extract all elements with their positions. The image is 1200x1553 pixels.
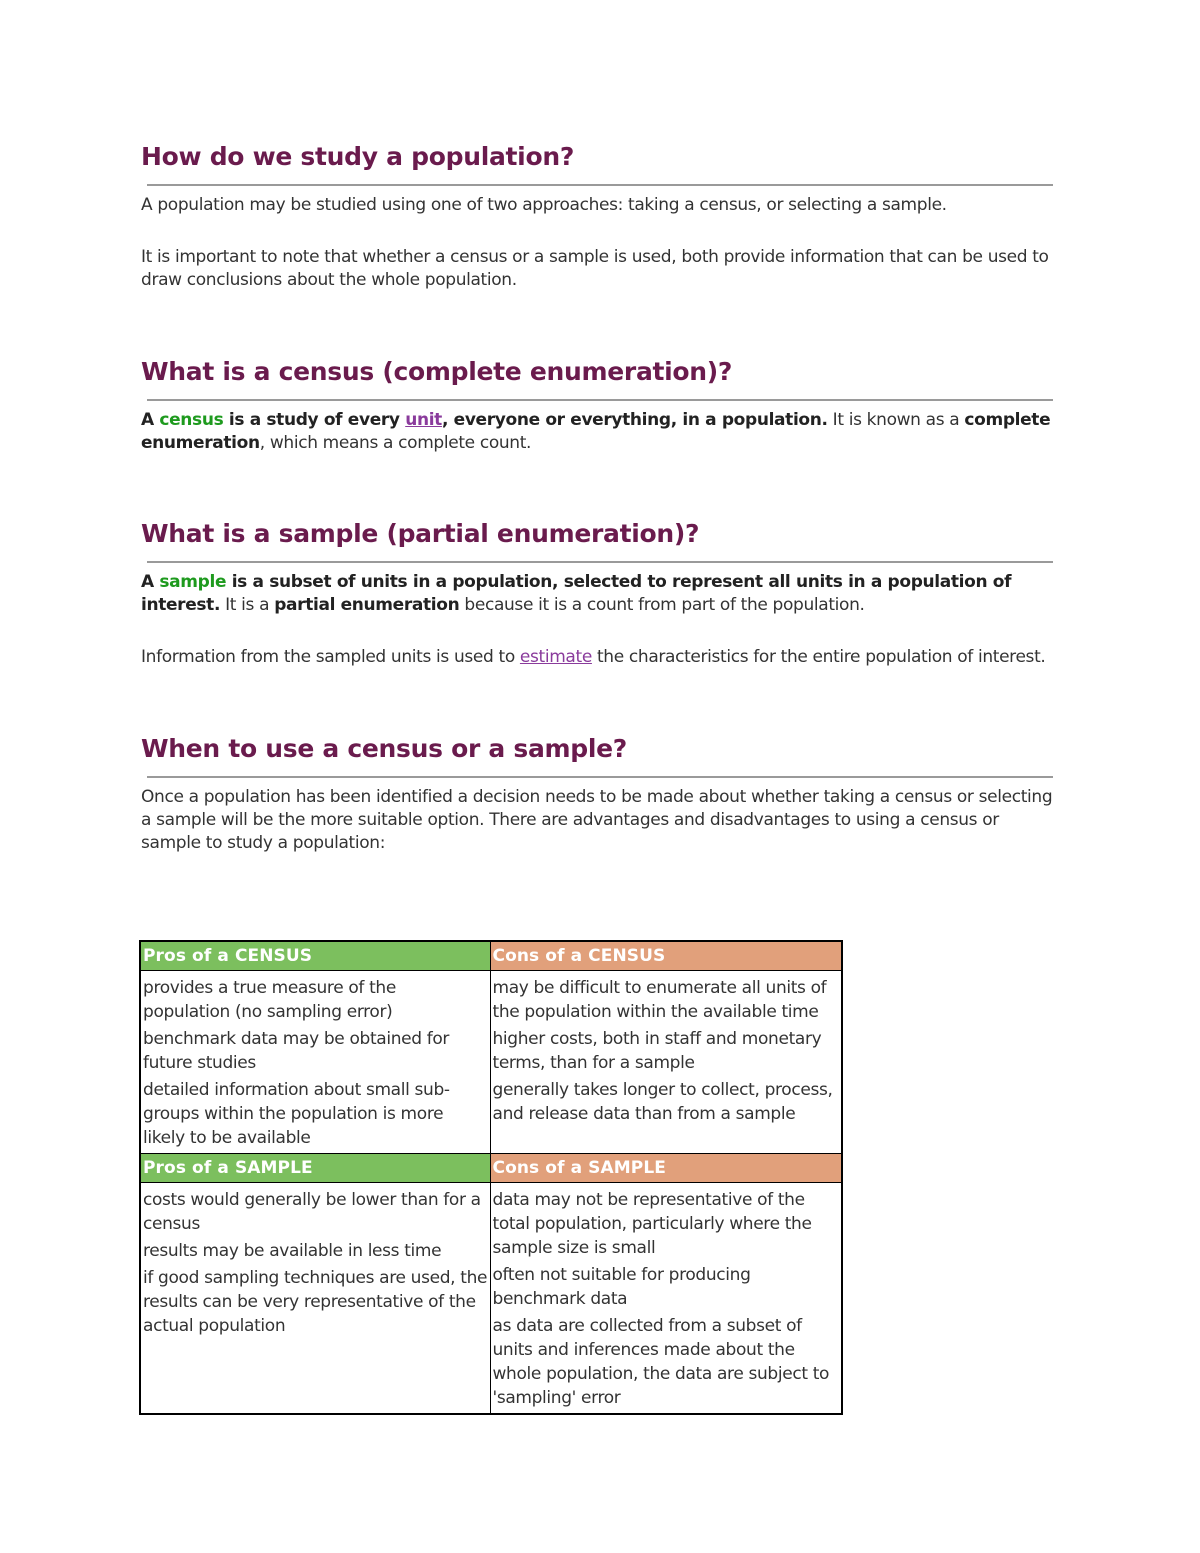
cell-pros-sample xyxy=(140,1183,490,1415)
cell-cons-sample xyxy=(490,1183,842,1415)
paragraph-sample-definition: A sample is a subset of units in a population, selected to represent all units in a population of interest. It is a partial enumeration because it is a count from part of the population. xyxy=(141,572,1012,615)
heading-census: What is a census (complete enumeration)? xyxy=(141,357,733,386)
paragraph-approaches: A population may be studied using one of two approaches: taking a census, or selecting a sample. xyxy=(141,195,947,215)
list-item: provides a true measure of the population (no sampling error) xyxy=(143,978,396,1022)
table-row xyxy=(140,971,842,1154)
list-item: detailed information about small sub-groups within the population is more likely to be available xyxy=(143,1080,450,1148)
list-item: benchmark data may be obtained for future studies xyxy=(143,1029,450,1073)
header-cons-census: Cons of a CENSUS xyxy=(490,941,842,971)
list-item: data may not be representative of the total population, particularly where the sample size is small xyxy=(492,1190,812,1258)
document-body xyxy=(141,138,1053,855)
header-cons-sample: Cons of a SAMPLE xyxy=(490,1154,842,1183)
list-item: if good sampling techniques are used, the results can be very representative of the actual population xyxy=(143,1268,488,1336)
cell-cons-census xyxy=(490,971,842,1154)
section-divider xyxy=(147,399,1053,401)
link-estimate[interactable]: estimate xyxy=(519,647,592,667)
heading-study-population: How do we study a population? xyxy=(141,142,575,171)
list-item: higher costs, both in staff and monetary terms, than for a sample xyxy=(492,1029,822,1073)
pros-cons-table-wrapper xyxy=(139,940,843,1415)
term-census: census xyxy=(159,410,224,430)
list-item: costs would generally be lower than for a census xyxy=(143,1190,481,1234)
header-pros-sample: Pros of a SAMPLE xyxy=(140,1154,490,1183)
section-divider xyxy=(147,776,1053,778)
list-item: often not suitable for producing benchmark data xyxy=(492,1265,751,1309)
heading-sample: What is a sample (partial enumeration)? xyxy=(141,519,700,548)
list-item: results may be available in less time xyxy=(143,1241,442,1261)
paragraph-sample-estimate: Information from the sampled units is used to estimate the characteristics for the entire population of interest. xyxy=(141,647,1046,667)
paragraph-census-definition: A census is a study of every unit, everyone or everything, in a population. It is known as a complete enumeration, which means a complete count. xyxy=(141,410,1051,453)
table-header-row xyxy=(140,941,842,971)
list-item: generally takes longer to collect, process, and release data than from a sample xyxy=(492,1080,833,1124)
paragraph-conclusions: It is important to note that whether a census or a sample is used, both provide information that can be used to draw conclusions about the whole population. xyxy=(141,247,1049,290)
section-divider xyxy=(147,561,1053,563)
paragraph-decision: Once a population has been identified a decision needs to be made about whether taking a census or selecting a sample will be the more suitable option. There are advantages and disadvantages to using a census or sample to study a population: xyxy=(141,787,1053,853)
table-row xyxy=(140,1183,842,1415)
table-header-row xyxy=(140,1154,842,1183)
link-unit[interactable]: unit xyxy=(405,410,442,430)
section-divider xyxy=(147,184,1053,186)
list-item: as data are collected from a subset of units and inferences made about the whole population, the data are subject to 'sampling' error xyxy=(492,1316,830,1408)
heading-when-to-use: When to use a census or a sample? xyxy=(141,734,628,763)
header-pros-census: Pros of a CENSUS xyxy=(140,941,490,971)
term-sample: sample xyxy=(159,572,227,592)
list-item: may be difficult to enumerate all units of the population within the available time xyxy=(492,978,827,1022)
cell-pros-census xyxy=(140,971,490,1154)
pros-cons-table xyxy=(139,940,843,1415)
